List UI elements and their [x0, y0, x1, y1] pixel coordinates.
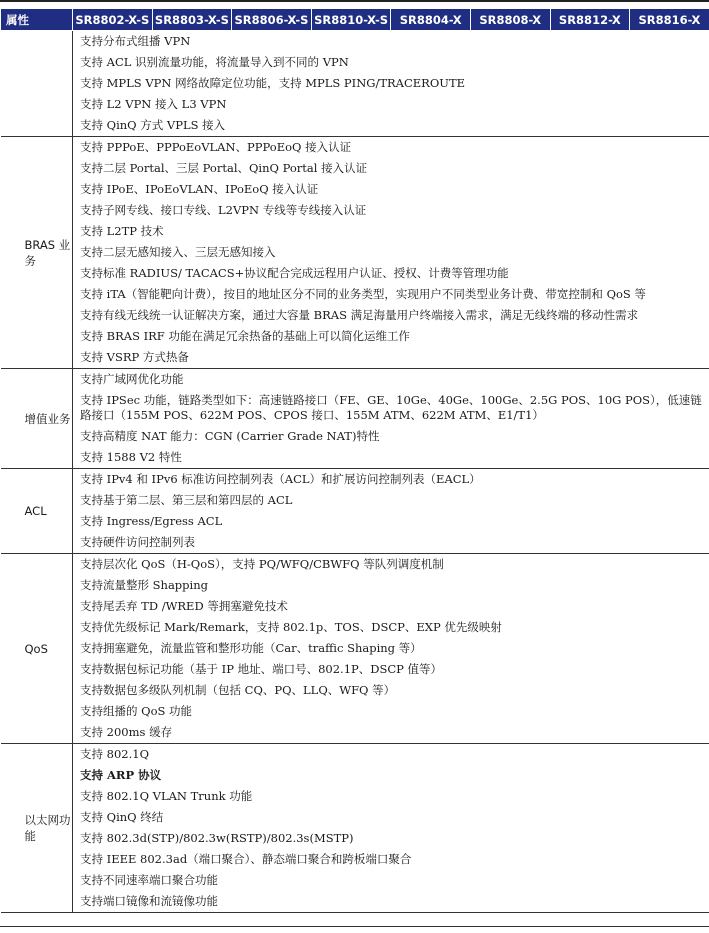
- feature-item: 支持 BRAS IRF 功能在满足冗余热备的基础上可以简化运维工作: [80, 329, 410, 343]
- table-row: [1, 31, 709, 137]
- feature-item: 支持 802.1Q VLAN Trunk 功能: [80, 789, 253, 803]
- table-row: [1, 137, 709, 369]
- feature-item: 支持 QinQ 方式 VPLS 接入: [80, 118, 226, 132]
- feature-item: 支持 L2TP 技术: [80, 224, 164, 238]
- feature-item: 支持尾丢弃 TD /WRED 等拥塞避免技术: [80, 599, 288, 613]
- feature-item: 支持二层 Portal、三层 Portal、QinQ Portal 接入认证: [80, 161, 368, 175]
- table-row: [1, 469, 709, 554]
- feature-item: 支持 IEEE 802.3ad（端口聚合）、静态端口聚合和跨板端口聚合: [80, 852, 412, 866]
- category-cell: BRAS 业务: [1, 137, 73, 369]
- feature-item: 支持 VSRP 方式热备: [80, 350, 189, 364]
- feature-item: 支持分布式组播 VPN: [80, 34, 191, 48]
- feature-item: 支持 802.1Q: [80, 747, 150, 761]
- feature-list: [73, 744, 709, 913]
- feature-item: 支持 L2 VPN 接入 L3 VPN: [80, 97, 227, 111]
- feature-item: 支持 MPLS VPN 网络故障定位功能，支持 MPLS PING/TRACEROUTE: [80, 76, 466, 90]
- table-row: [1, 744, 709, 913]
- feature-item: 支持标准 RADIUS/ TACACS+协议配合完成远程用户认证、授权、计费等管理功能: [80, 266, 509, 280]
- feature-item: 支持广域网优化功能: [80, 372, 184, 386]
- feature-item: 支持子网专线、接口专线、L2VPN 专线等专线接入认证: [80, 203, 367, 217]
- feature-item: 支持 1588 V2 特性: [80, 450, 182, 464]
- header-model: SR8804-X: [391, 9, 471, 31]
- feature-item: 支持 IPSec 功能，链路类型如下：高速链路接口（FE、GE、10Ge、40Ge、100Ge、2.5G POS、10G POS），低速链路接口（155M POS、622M POS、CPOS 接口、155M ATM、622M ATM、E1/T1）: [80, 393, 702, 422]
- spec-table: [0, 9, 709, 913]
- bottom-rule: [0, 926, 709, 927]
- feature-list: [73, 137, 709, 369]
- header-model: SR8802-X-S: [73, 9, 153, 31]
- feature-item: 支持硬件访问控制列表: [80, 535, 195, 549]
- table-row: [1, 554, 709, 744]
- category-cell: 以太网功能: [1, 744, 73, 913]
- category-cell: [1, 31, 73, 137]
- header-attribute: 属性: [1, 9, 73, 31]
- feature-list: [73, 469, 709, 554]
- header-model: SR8810-X-S: [311, 9, 391, 31]
- feature-item: 支持不同速率端口聚合功能: [80, 873, 218, 887]
- feature-item: 支持 iTA（智能靶向计费），按目的地址区分不同的业务类型，实现用户不同类型业务计费、带宽控制和 QoS 等: [80, 287, 646, 301]
- feature-item: 支持基于第二层、第三层和第四层的 ACL: [80, 493, 293, 507]
- table-header-row: [1, 9, 709, 31]
- feature-item: 支持数据包多级队列机制（包括 CQ、PQ、LLQ、WFQ 等）: [80, 683, 396, 697]
- header-model: SR8808-X: [470, 9, 550, 31]
- header-model: SR8812-X: [550, 9, 630, 31]
- feature-item: 支持优先级标记 Mark/Remark，支持 802.1p、TOS、DSCP、EXP 优先级映射: [80, 620, 502, 634]
- feature-item: 支持流量整形 Shapping: [80, 578, 208, 592]
- feature-item: 支持二层无感知接入、三层无感知接入: [80, 245, 276, 259]
- feature-list: [73, 31, 709, 137]
- feature-item: 支持 802.3d(STP)/802.3w(RSTP)/802.3s(MSTP): [80, 831, 354, 845]
- feature-list: [73, 554, 709, 744]
- category-cell: 增值业务: [1, 369, 73, 469]
- feature-item: 支持数据包标记功能（基于 IP 地址、端口号、802.1P、DSCP 值等）: [80, 662, 443, 676]
- header-model: SR8806-X-S: [232, 9, 312, 31]
- feature-item: 支持 ACL 识别流量功能，将流量导入到不同的 VPN: [80, 55, 349, 69]
- category-cell: ACL: [1, 469, 73, 554]
- feature-item: 支持 QinQ 终结: [80, 810, 164, 824]
- feature-item: 支持端口镜像和流镜像功能: [80, 894, 218, 908]
- feature-item: 支持 Ingress/Egress ACL: [80, 514, 223, 528]
- feature-item: 支持 200ms 缓存: [80, 725, 173, 739]
- feature-item: 支持 PPPoE、PPPoEoVLAN、PPPoEoQ 接入认证: [80, 140, 352, 154]
- header-model: SR8803-X-S: [152, 9, 232, 31]
- feature-item: 支持层次化 QoS（H-QoS），支持 PQ/WFQ/CBWFQ 等队列调度机制: [80, 557, 444, 571]
- feature-item: 支持高精度 NAT 能力：CGN (Carrier Grade NAT)特性: [80, 429, 380, 443]
- category-cell: QoS: [1, 554, 73, 744]
- feature-item: 支持 IPv4 和 IPv6 标准访问控制列表（ACL）和扩展访问控制列表（EACL）: [80, 472, 481, 486]
- feature-item: 支持拥塞避免，流量监管和整形功能（Car、traffic Shaping 等）: [80, 641, 422, 655]
- feature-item: 支持 IPoE、IPoEoVLAN、IPoEoQ 接入认证: [80, 182, 319, 196]
- feature-item: 支持组播的 QoS 功能: [80, 704, 193, 718]
- feature-item: 支持有线无线统一认证解决方案，通过大容量 BRAS 满足海量用户终端接入需求，满足无线终端的移动性需求: [80, 308, 639, 322]
- table-row: [1, 369, 709, 469]
- feature-list: [73, 369, 709, 469]
- feature-item: 支持 ARP 协议: [80, 768, 162, 782]
- header-model: SR8816-X: [630, 9, 709, 31]
